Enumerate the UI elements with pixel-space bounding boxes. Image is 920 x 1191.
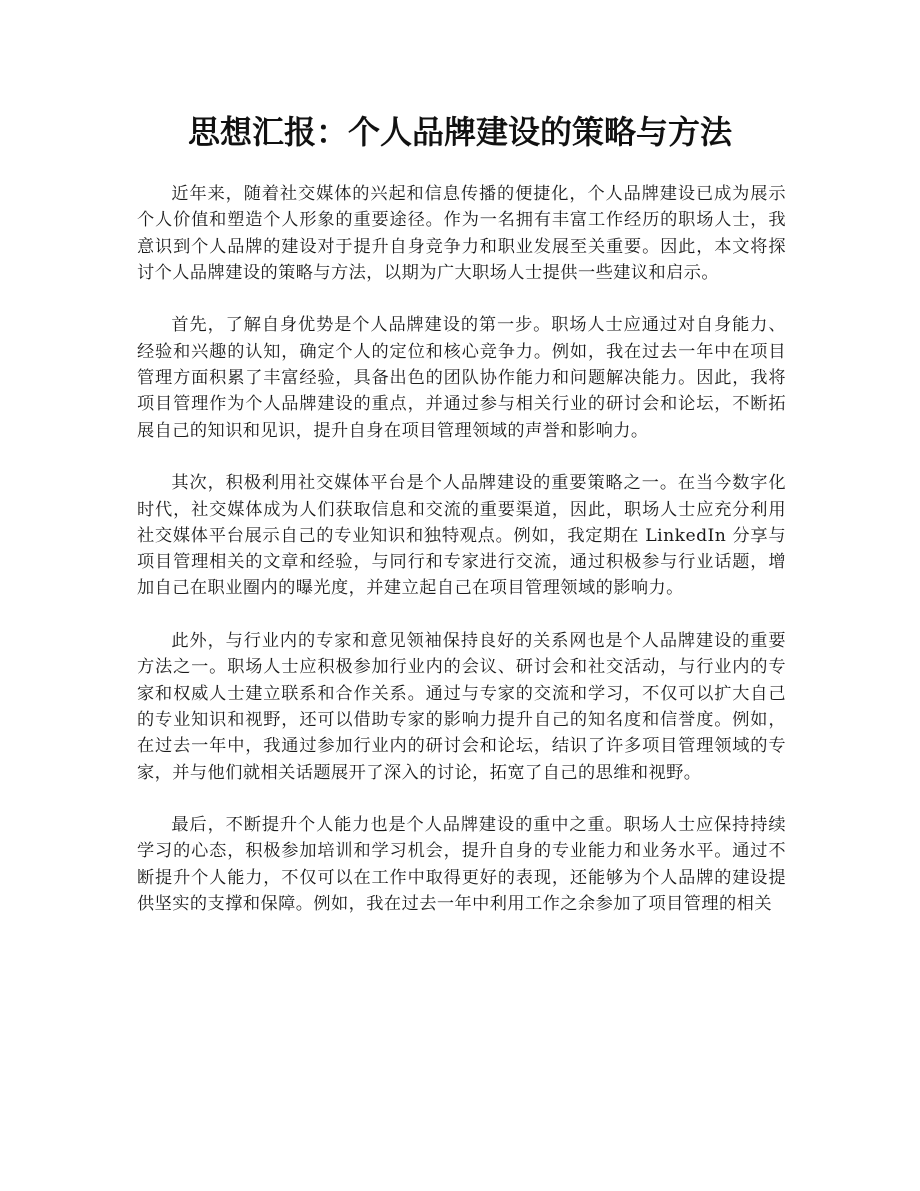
document-title: 思想汇报：个人品牌建设的策略与方法 [187,113,732,151]
paragraph-network: 此外，与行业内的专家和意见领袖保持良好的关系网也是个人品牌建设的重要方法之一。职场人士应积极参加行业内的会议、研讨会和社交活动，与行业内的专家和权威人士建立联系和合作关系。通过与专家的交流和学习，不仅可以扩大自己的专业知识和视野，还可以借助专家的影响力提升自己的知名度和信誉度。例如，在过去一年中，我通过参加行业内的研讨会和论坛，结识了许多项目管理领域的专家，并与他们就相关话题展开了深入的讨论，拓宽了自己的思维和视野。 [137,631,786,783]
document-body [137,181,786,944]
paragraph-social-media: 其次，积极利用社交媒体平台是个人品牌建设的重要策略之一。在当今数字化时代，社交媒体成为人们获取信息和交流的重要渠道，因此，职场人士应充分利用社交媒体平台展示自己的专业知识和独特观点。例如，我定期在 LinkedIn 分享与项目管理相关的文章和经验，与同行和专家进行交流，通过积极参与行业话题，增加自己在职业圈内的曝光度，并建立起自己在项目管理领域的影响力。 [137,473,786,599]
paragraph-self-strengths: 首先，了解自身优势是个人品牌建设的第一步。职场人士应通过对自身能力、经验和兴趣的认知，确定个人的定位和核心竞争力。例如，我在过去一年中在项目管理方面积累了丰富经验，具备出色的团队协作能力和问题解决能力。因此，我将项目管理作为个人品牌建设的重点，并通过参与相关行业的研讨会和论坛，不断拓展自己的知识和见识，提升自身在项目管理领域的声誉和影响力。 [137,315,786,441]
paragraph-self-improvement: 最后，不断提升个人能力也是个人品牌建设的重中之重。职场人士应保持持续学习的心态，积极参加培训和学习机会，提升自身的专业能力和业务水平。通过不断提升个人能力，不仅可以在工作中取得更好的表现，还能够为个人品牌的建设提供坚实的支撑和保障。例如，我在过去一年中利用工作之余参加了项目管理的相关 [137,815,786,915]
paragraph-intro: 近年来，随着社交媒体的兴起和信息传播的便捷化，个人品牌建设已成为展示个人价值和塑造个人形象的重要途径。作为一名拥有丰富工作经历的职场人士，我意识到个人品牌的建设对于提升自身竞争力和职业发展至关重要。因此，本文将探讨个人品牌建设的策略与方法，以期为广大职场人士提供一些建议和启示。 [137,184,786,283]
